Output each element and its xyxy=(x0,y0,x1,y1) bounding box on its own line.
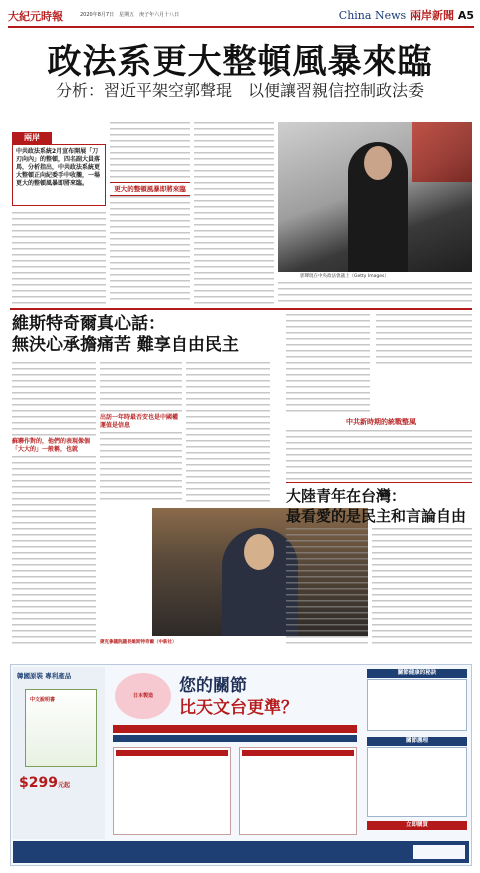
story2-col-2a xyxy=(100,362,182,414)
ad-pane-right xyxy=(239,747,357,835)
story2-subsection-1: 蘇聯作對的，他們的表現像個「大大的」一般稱，也就 xyxy=(12,438,91,453)
page-number: A5 xyxy=(457,9,474,22)
lead-subhead: 分析：習近平架空郭聲琨 以便讓習親信控制政法委 xyxy=(55,81,424,100)
story3-sidebar-body xyxy=(286,430,472,480)
story3-headline-line2: 最看愛的是民主和言論自由 xyxy=(286,507,467,525)
story3-divider xyxy=(286,482,472,483)
story2-headline-line2: 無決心承擔痛苦 難享自由民主 xyxy=(12,335,239,355)
ad-title xyxy=(179,675,298,719)
ad-price xyxy=(19,775,70,791)
ad-right-head-2: 關節護理 xyxy=(367,737,467,746)
story2-col-3 xyxy=(186,362,270,504)
ad-title-line2: 比天文台更準？ xyxy=(179,698,298,718)
ad-footer-logo xyxy=(413,845,465,859)
story3-col-1 xyxy=(286,314,370,414)
story3-sidebar-label: 中共新時期的統戰整風 xyxy=(346,418,416,426)
ad-right-panel xyxy=(365,667,469,839)
ad-bubble: 日本製造 xyxy=(115,673,171,719)
story2-col-1b xyxy=(12,456,96,646)
story2-col-1a xyxy=(12,362,96,436)
story3-col-4 xyxy=(286,528,368,646)
ad-product-box xyxy=(25,689,97,767)
ad-center-panel xyxy=(107,667,363,839)
flag-background xyxy=(412,122,472,182)
dateline: 2020年8月7日 星期五 庚子年六月十八日 xyxy=(80,12,180,18)
masthead xyxy=(8,6,474,28)
lead-body-col-3 xyxy=(194,122,274,304)
section-en: China News xyxy=(338,9,407,22)
lead-body-col-1 xyxy=(12,212,106,304)
ad-box-label: 中文說明書 xyxy=(30,697,56,703)
story3-headline xyxy=(286,486,466,526)
ad-title-line1: 您的關節 xyxy=(179,676,247,696)
section-cn: 兩岸新聞 xyxy=(409,9,454,22)
ad-buy-button[interactable]: 立即購買 xyxy=(367,821,467,830)
lead-body-col-4 xyxy=(278,282,472,304)
ad-price-unit: 元起 xyxy=(57,782,70,789)
excerpt-box: 中共政法系統2月宣布開展「刀刃向內」的整頓，四名副大員落馬，分析指出，中共政法系統更大整頓正向紀委手中收攏，一場更大的整頓風暴即將來臨。 xyxy=(12,144,106,206)
ad-pane-left xyxy=(113,747,231,835)
ad-blue-strip xyxy=(113,735,357,742)
pullquote: 更大的整頓風暴即將來臨 xyxy=(110,182,190,196)
section-divider xyxy=(10,308,472,310)
story2-headline-line1: 維斯特奇爾真心話： xyxy=(12,314,165,334)
section-heading xyxy=(339,7,474,23)
speaker-face xyxy=(244,534,274,570)
ad-product-panel xyxy=(13,667,105,839)
excerpt-label: 兩岸 xyxy=(12,132,52,144)
story2-col-2b xyxy=(100,432,182,504)
ad-price-value: $299 xyxy=(19,775,58,791)
story2-subsection-2: 出訪一年時最否安也是中國權運值是信息 xyxy=(100,414,179,429)
lead-photo-caption: 郭聲琨在中央政法會議上（Getty Images） xyxy=(300,274,389,279)
ad-right-box-2 xyxy=(367,747,467,817)
lead-headline: 政法系更大整頓風暴來臨 xyxy=(47,42,433,82)
story3-headline-line1: 大陸青年在台灣： xyxy=(286,487,407,505)
story3-col-3 xyxy=(372,528,472,646)
story3-col-2 xyxy=(376,314,472,366)
lead-body-col-2b xyxy=(110,196,190,304)
lead-photo xyxy=(278,122,472,272)
story2-headline xyxy=(12,314,239,356)
lead-body-col-2a xyxy=(110,122,190,178)
newspaper-logo: 大紀元時報 xyxy=(8,10,63,23)
ad-footer-bar xyxy=(13,841,469,863)
advertisement xyxy=(10,664,472,866)
ad-right-box-1 xyxy=(367,679,467,731)
ad-brand: 韓國原裝 專利產品 xyxy=(17,672,72,680)
ad-right-head-1: 關節健康的秘訣 xyxy=(367,669,467,678)
story2-photo-caption: 捷克參議院議長維斯特奇爾（中新社） xyxy=(100,640,177,645)
ad-red-strip xyxy=(113,725,357,733)
figure-face xyxy=(364,146,392,180)
